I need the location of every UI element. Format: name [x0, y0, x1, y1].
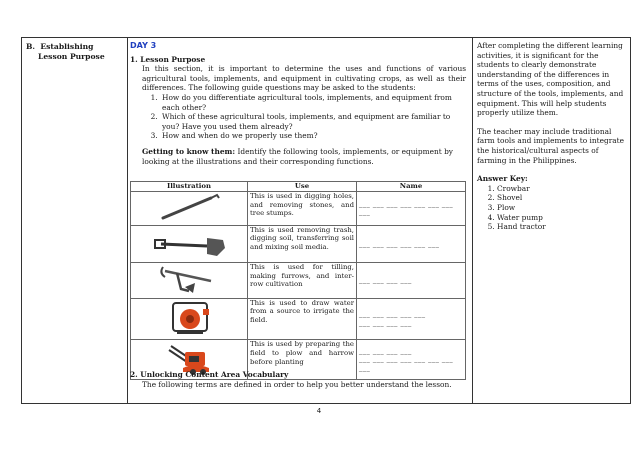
answer-blank: ___ ___ ___ ___ ___ ___ ___ ___ ___ ___ ___ ___ [359, 346, 454, 372]
guide-question: 2. Which of these agricultural tools, implements, and equipment are familiar to you? Have you used them already? [160, 112, 466, 131]
table-header-row [131, 182, 466, 192]
main-content [130, 41, 466, 389]
shovel-icon [133, 226, 241, 260]
lesson-table [21, 37, 631, 404]
column-divider [472, 38, 473, 403]
name-cell [357, 192, 466, 226]
guide-question: 3. How and when do we properly use them? [160, 131, 466, 141]
table-row [131, 263, 466, 299]
unlocking-vocabulary [130, 370, 466, 389]
use-cell: This is used removing trash, digging soil, transferring soil and mixing soil media. [248, 225, 357, 263]
column-divider [127, 38, 128, 403]
day-heading: DAY 3 [130, 41, 157, 50]
page-number: 4 [316, 407, 322, 415]
use-cell: This is used for tilling, making furrows, and inter-row cultivation [248, 263, 357, 299]
use-cell: This is used by preparing the field to plow and harrow before planting [248, 340, 357, 380]
answer-blank: ___ ___ ___ ___ ___ ___ [359, 239, 440, 248]
guide-questions [130, 93, 466, 141]
illustration-cell [131, 192, 248, 226]
answer-key-label: Answer Key: [477, 174, 528, 184]
answer-blank: ___ ___ ___ ___ [359, 276, 412, 285]
unlocking-heading: 2. Unlocking Content Area Vocabulary [130, 370, 289, 379]
crowbar-icon [133, 192, 241, 222]
answer-item: 4. Water pump [497, 213, 627, 223]
use-cell: This is used to draw water from a source to irrigate the field. [248, 298, 357, 340]
plow-icon [133, 263, 241, 295]
tools-table [130, 181, 466, 380]
section-label [26, 42, 126, 62]
table-row [131, 298, 466, 340]
illustration-cell [131, 263, 248, 299]
table-row [131, 192, 466, 226]
header-use: Use [248, 182, 357, 192]
answer-blank: ___ ___ ___ ___ ___ ___ ___ ___ ___ [359, 310, 426, 328]
water-pump-icon [133, 299, 241, 337]
getting-to-know-text: Identify the following tools, implements, or equipment by looking at the illustrations and their corresponding functions. [142, 146, 453, 166]
section-letter: B. [26, 42, 36, 51]
answer-item: 2. Shovel [497, 193, 627, 203]
unlocking-text: The following terms are defined in order to help you better understand the lesson. [142, 379, 452, 389]
answer-key-list [477, 184, 627, 232]
table-row [131, 225, 466, 263]
name-cell [357, 298, 466, 340]
use-cell: This is used in digging holes, and removing stones, and tree stumps. [248, 192, 357, 226]
section-title-line1: Establishing [40, 42, 94, 51]
lesson-purpose-heading: 1. Lesson Purpose [130, 54, 206, 64]
guide-question: 1. How do you differentiate agricultural tools, implements, and equipment from each other? [160, 93, 466, 112]
answer-item: 1. Crowbar [497, 184, 627, 194]
notes-paragraph: The teacher may include traditional farm tools and implements to integrate the historical/cultural aspects of farming in the Philippines. [477, 126, 624, 165]
section-title-line2: Lesson Purpose [38, 52, 105, 61]
answer-blank: ___ ___ ___ ___ ___ ___ ___ ___ [359, 199, 454, 217]
teacher-notes [477, 41, 627, 232]
illustration-cell [131, 225, 248, 263]
name-cell [357, 263, 466, 299]
name-cell [357, 225, 466, 263]
getting-to-know-label: Getting to know them: [142, 146, 236, 156]
getting-to-know [130, 147, 466, 166]
illustration-cell [131, 298, 248, 340]
answer-item: 3. Plow [497, 203, 627, 213]
lesson-purpose-intro: In this section, it is important to determine the uses and functions of various agricultural tools, implements, and equipment in cultivating crops, as well as their differences. The following guide questions may be asked to the students: [142, 64, 466, 93]
answer-item: 5. Hand tractor [497, 222, 627, 232]
notes-paragraph: After completing the different learning activities, it is significant for the students to clearly demonstrate understanding of the differences in terms of the uses, composition, and structure of the tools, implements, and equipment. This will help students properly utilize them. [477, 41, 624, 118]
header-illustration: Illustration [131, 182, 248, 192]
header-name: Name [357, 182, 466, 192]
